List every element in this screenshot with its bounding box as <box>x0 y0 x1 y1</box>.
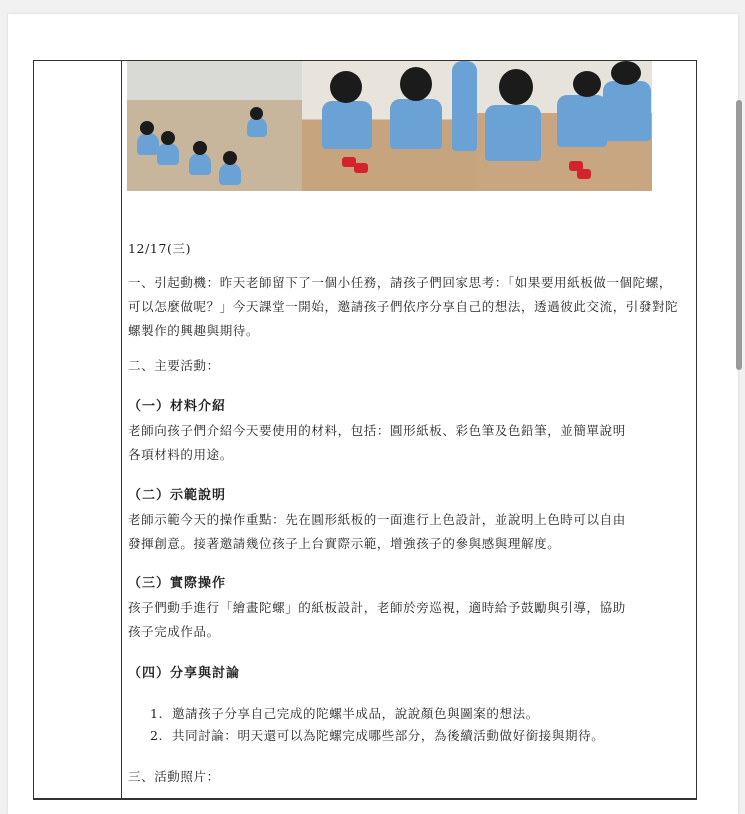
table-column-divider <box>121 61 122 799</box>
section-demo-heading: （二）示範說明 <box>128 488 227 503</box>
lesson-date: 12/17(三) <box>128 241 192 256</box>
intro-line-1: 一、引起動機：昨天老師留下了一個小任務，請孩子們回家思考：「如果要用紙板做一個陀螺， <box>128 275 672 290</box>
scrollbar-thumb[interactable] <box>736 100 742 370</box>
list-number: 1. <box>150 706 164 721</box>
discussion-item <box>150 727 604 745</box>
section-demo-line-2: 發揮創意。接著邀請幾位孩子上台實際示範，增強孩子的參與感與理解度。 <box>128 536 561 551</box>
section-materials-heading: （一）材料介紹 <box>128 399 227 414</box>
section-discussion-heading: （四）分享與討論 <box>128 666 241 681</box>
list-text: 共同討論：明天還可以為陀螺完成哪些部分，為後續活動做好銜接與期待。 <box>172 728 605 743</box>
section-materials-line-1: 老師向孩子們介紹今天要使用的材料，包括：圓形紙板、彩色筆及色鉛筆，並簡單說明 <box>128 423 626 438</box>
activity-photo-strip <box>127 61 652 191</box>
children-playing-photo <box>302 61 477 191</box>
photos-title: 三、活動照片： <box>128 769 220 784</box>
section-materials-line-2: 各項材料的用途。 <box>128 447 233 462</box>
section-practice-line-2: 孩子完成作品。 <box>128 624 220 639</box>
classroom-photo <box>127 61 302 191</box>
intro-line-2: 可以怎麼做呢？」今天課堂一開始，邀請孩子們依序分享自己的想法，透過彼此交流，引發對陀 <box>128 299 679 314</box>
discussion-item <box>150 705 539 723</box>
list-text: 邀請孩子分享自己完成的陀螺半成品，說說顏色與圖案的想法。 <box>172 706 539 721</box>
section-demo-line-1: 老師示範今天的操作重點：先在圓形紙板的一面進行上色設計，並說明上色時可以自由 <box>128 512 626 527</box>
list-number: 2. <box>150 728 164 743</box>
table-bottom-border <box>34 798 696 799</box>
section-practice-heading: （三）實際操作 <box>128 576 227 591</box>
main-activity-title: 二、主要活動： <box>128 358 220 373</box>
section-practice-line-1: 孩子們動手進行「繪畫陀螺」的紙板設計，老師於旁巡視，適時給予鼓勵與引導，協助 <box>128 600 626 615</box>
intro-line-3: 螺製作的興趣與期待。 <box>128 323 260 338</box>
children-building-photo <box>477 61 652 191</box>
